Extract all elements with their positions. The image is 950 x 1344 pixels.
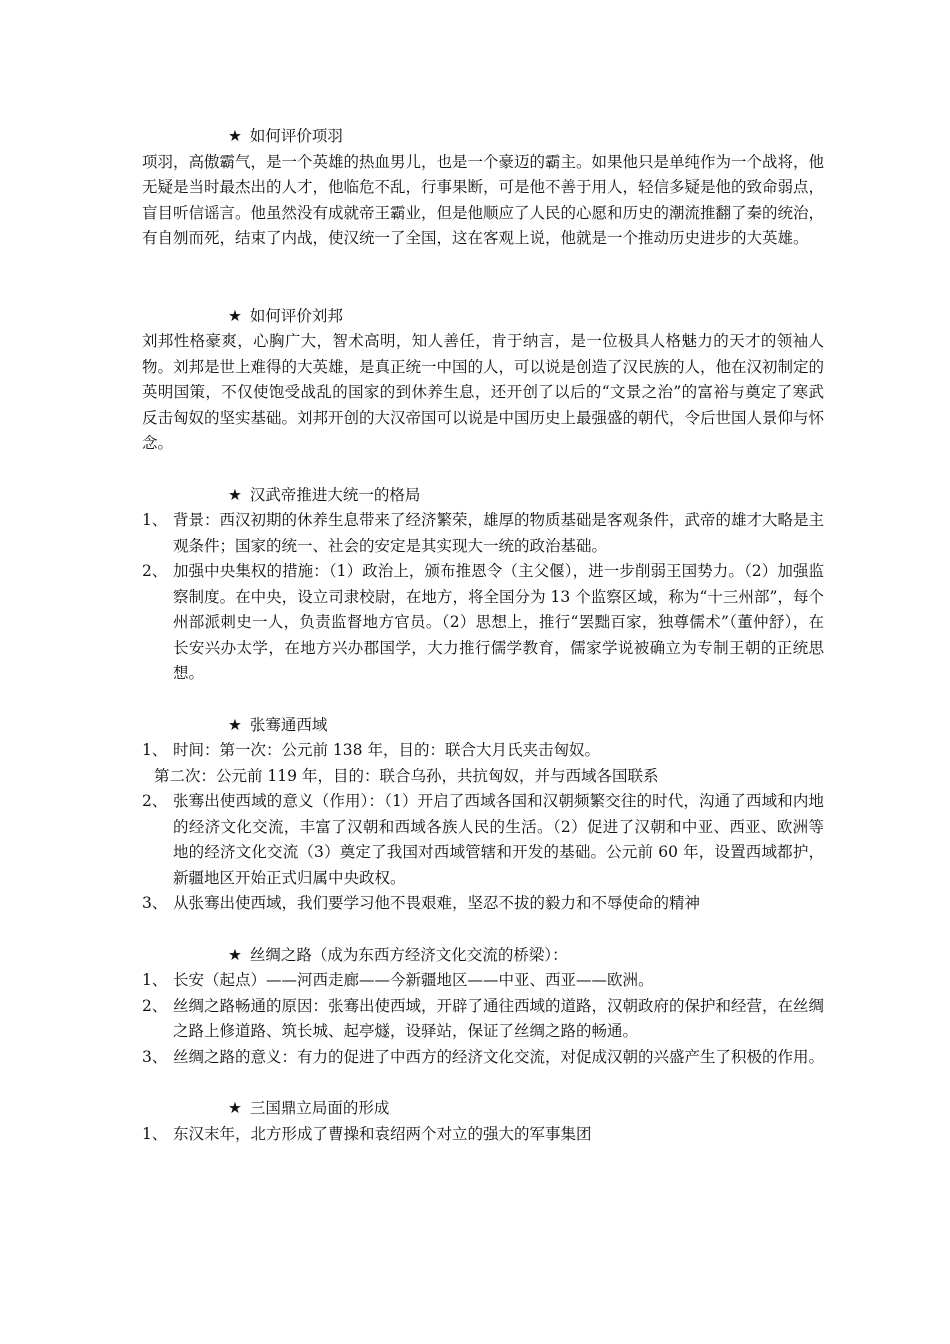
section-three-kingdoms — [142, 1096, 824, 1147]
section-zhangqian — [142, 713, 824, 917]
list-item: 1、 长安（起点）——河西走廊——今新疆地区——中亚、西亚——欧洲。 — [142, 968, 824, 994]
list-item: 1、 背景：西汉初期的休养生息带来了经济繁荣，雄厚的物质基础是客观条件，武帝的雄才大略是主观条件；国家的统一、社会的安定是其实现大一统的政治基础。 — [142, 508, 824, 559]
list-item: 2、 丝绸之路畅通的原因：张骞出使西域，开辟了通往西域的道路，汉朝政府的保护和经营，在丝绸之路上修道路、筑长城、起亭燧，设驿站，保证了丝绸之路的畅通。 — [142, 994, 824, 1045]
star-icon: ★ — [228, 945, 242, 964]
section-heading: ★ 如何评价刘邦 — [228, 306, 343, 325]
list-continuation: 第二次：公元前 119 年，目的：联合乌孙，共抗匈奴，并与西域各国联系 — [154, 766, 659, 785]
list-number: 2、 — [142, 996, 168, 1015]
document-body — [142, 124, 824, 1173]
star-icon: ★ — [228, 485, 242, 504]
section-heading: ★ 三国鼎立局面的形成 — [228, 1099, 390, 1117]
star-icon: ★ — [228, 127, 242, 145]
section-heading: ★ 汉武帝推进大统一的格局 — [228, 485, 421, 504]
list-number: 1、 — [142, 511, 168, 529]
list-number: 1、 — [142, 1124, 168, 1143]
star-icon: ★ — [228, 306, 242, 325]
list-item: 2、 加强中央集权的措施：（1）政治上，颁布推恩令（主父偃），进一步削弱王国势力。（2）加强监察制度。在中央，设立司隶校尉，在地方，将全国分为 13 个监察区域，称为“十三州部”，每个州部派刺史一人，负责监督地方官员。（2）思想上，推行“罢黜百家，独尊儒术”（董仲舒），在长安兴办太学，在地方兴办郡国学，大力推行儒学教育，儒家学说被确立为专制王朝的正统思想。 — [142, 559, 824, 687]
section-xiangyu — [142, 124, 824, 252]
list-item: 1、 时间：第一次：公元前 138 年，目的：联合大月氏夹击匈奴。 — [142, 738, 824, 764]
list-number: 3、 — [142, 1047, 168, 1066]
list-number: 1、 — [142, 741, 168, 759]
section-heading: ★ 张骞通西域 — [228, 715, 328, 734]
section-heading: ★ 如何评价项羽 — [228, 127, 343, 145]
section-silk-road — [142, 943, 824, 1071]
star-icon: ★ — [228, 1099, 242, 1117]
list-number: 2、 — [142, 562, 168, 580]
section-liubang — [142, 304, 824, 457]
section-paragraph: 项羽，高傲霸气，是一个英雄的热血男儿，也是一个豪迈的霸主。如果他只是单纯作为一个战将，他无疑是当时最杰出的人才，他临危不乱，行事果断，可是他不善于用人，轻信多疑是他的致命弱点，盲目听信谣言。他虽然没有成就帝王霸业，但是他顺应了人民的心愿和历史的潮流推翻了秦的统治，有自刎而死，结束了内战，使汉统一了全国，这在客观上说，他就是一个推动历史进步的大英雄。 — [142, 152, 825, 247]
section-wudi — [142, 483, 824, 687]
list-number: 1、 — [142, 971, 168, 989]
list-number: 2、 — [142, 792, 168, 810]
section-paragraph: 刘邦性格豪爽，心胸广大，智术高明，知人善任，肯于纳言，是一位极具人格魅力的天才的领袖人物。刘邦是世上难得的大英雄，是真正统一中国的人，可以说是创造了汉民族的人，他在汉初制定的英明国策，不仅使饱受战乱的国家的到休养生息，还开创了以后的“文景之治”的富裕与奠定了寒武反击匈奴的坚实基础。刘邦开创的大汉帝国可以说是中国历史上最强盛的朝代，令后世国人景仰与怀念。 — [142, 332, 825, 452]
list-item: 3、 丝绸之路的意义：有力的促进了中西方的经济文化交流，对促成汉朝的兴盛产生了积极的作用。 — [142, 1045, 824, 1071]
list-item: 1、 东汉末年，北方形成了曹操和袁绍两个对立的强大的军事集团 — [142, 1122, 824, 1148]
list-number: 3、 — [142, 894, 168, 912]
section-heading: ★ 丝绸之路（成为东西方经济文化交流的桥梁）： — [228, 945, 568, 964]
list-item: 3、 从张骞出使西域，我们要学习他不畏艰难，坚忍不拔的毅力和不辱使命的精神 — [142, 891, 824, 917]
list-item: 2、 张骞出使西域的意义（作用）：（1）开启了西域各国和汉朝频繁交往的时代，沟通了西域和内地的经济文化交流，丰富了汉朝和西域各族人民的生活。（2）促进了汉朝和中亚、西亚、欧洲等地的经济文化交流（3）奠定了我国对西域管辖和开发的基础。公元前 60 年，设置西域都护，新疆地区开始正式归属中央政权。 — [142, 789, 824, 891]
star-icon: ★ — [228, 715, 242, 734]
